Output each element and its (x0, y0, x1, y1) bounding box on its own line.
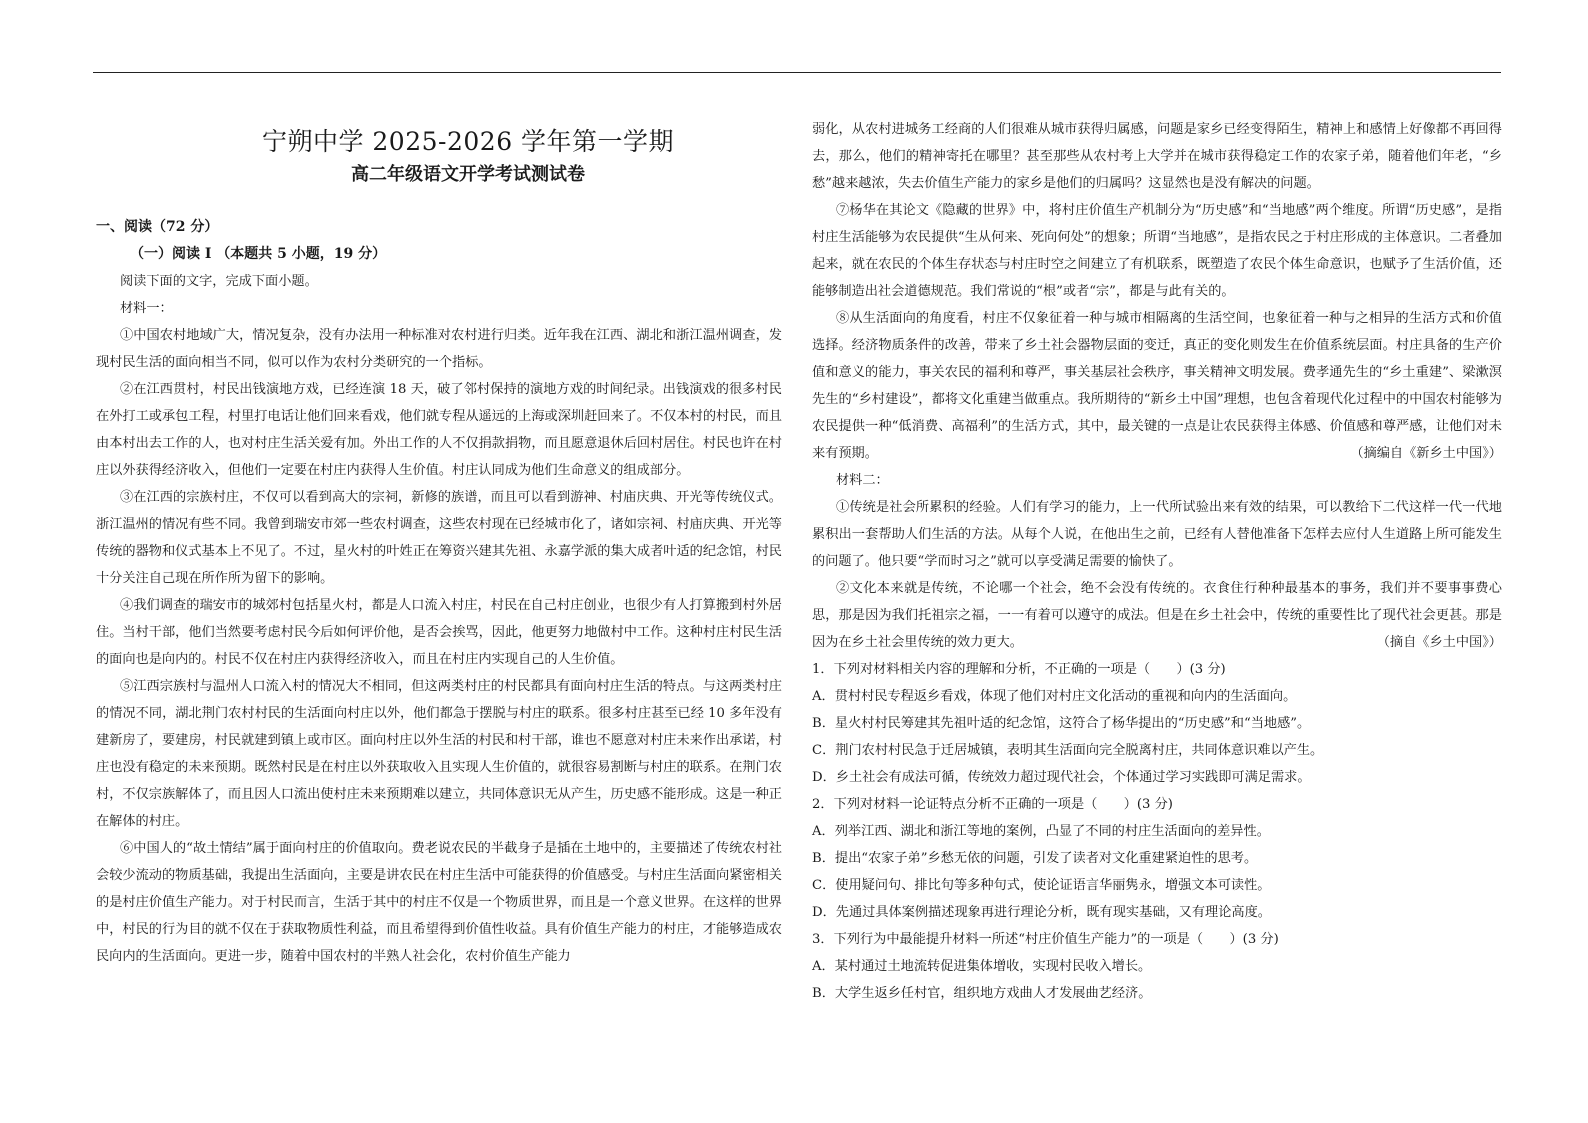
question-1 (812, 656, 1502, 791)
exam-title: 高二年级语文开学考试测试卷 (351, 164, 585, 185)
material2-label: 材料二： (836, 473, 889, 488)
paragraph-7: ⑦杨华在其论文《隐藏的世界》中，将村庄价值生产机制分为“历史感”和“当地感”两个维度。所谓“历史感”，是指村庄生活能够为农民提供“生从何来、死向何处”的想象；所谓“当地感”，是指农民之于村庄形成的主体意识。二者叠加起来，就在农民的个体生存状态与村庄时空之间建立了有机联系，既塑造了农民个体生命意识，也赋予了生活价值，还能够制造出社会道德规范。我们常说的“根”或者“宗”，都是与此有关的。 (812, 203, 1502, 299)
instruction: 阅读下面的文字，完成下面小题。 (120, 274, 318, 289)
question-stem: 3．下列行为中最能提升材料一所述“村庄价值生产能力”的一项是（ ）(3 分) (812, 932, 1279, 947)
option-b: B．提出“农家子弟”乡愁无依的问题，引发了读者对文化重建紧迫性的思考。 (812, 851, 1258, 866)
source-citation-2: （摘自《乡土中国》） (1376, 635, 1502, 650)
option-d: D．先通过具体案例描述现象再进行理论分析，既有现实基础，又有理论高度。 (812, 905, 1271, 920)
paragraph-8-text: ⑧从生活面向的角度看，村庄不仅象征着一种与城市相隔离的生活空间，也象征着一种与之相异的生活方式和价值选择。经济物质条件的改善，带来了乡土社会器物层面的变迁，真正的变化则发生在价值系统层面。村庄具备的生产价值和意义的能力，事关农民的福利和尊严，事关基层社会秩序，事关精神文明发展。费孝通先生的“乡土重建”、梁漱溟先生的“乡村建设”，都将文化重建当做重点。我所期待的“新乡土中国”理想，也包含着现代化过程中的中国农村能够为农民提供一种“低消费、高福利”的生活方式，其中，最关键的一点是让农民获得主体感、价值感和尊严感，让他们对未来有预期。 (812, 311, 1502, 461)
option-b: B．星火村村民筹建其先祖叶适的纪念馆，这符合了杨华提出的“历史感”和“当地感”。 (812, 716, 1311, 731)
paragraph-2: ②在江西贯村，村民出钱演地方戏，已经连演 18 天，破了邻村保持的演地方戏的时间纪录。出钱演戏的很多村民在外打工或承包工程，村里打电话让他们回来看戏，他们就专程从遥远的上海或深圳赶回来了。不仅本村的村民，而且由本村出去工作的人，也对村庄生活关爱有加。外出工作的人不仅捐款捐物，而且愿意退休后回村居住。村民也许在村庄以外获得经济收入，但他们一定要在村庄内获得人生价值。村庄认同成为他们生命意义的组成部分。 (96, 382, 782, 478)
paragraph-4: ④我们调查的瑞安市的城郊村包括星火村，都是人口流入村庄，村民在自己村庄创业，也很少有人打算搬到村外居住。当村干部，他们当然要考虑村民今后如何评价他，是否会挨骂，因此，他更努力地做村中工作。这种村庄村民生活的面向也是向内的。村民不仅在村庄内获得经济收入，而且在村庄内实现自己的人生价值。 (96, 598, 782, 667)
option-b: B．大学生返乡任村官，组织地方戏曲人才发展曲艺经济。 (812, 986, 1152, 1001)
material2-paragraph-1: ①传统是社会所累积的经验。人们有学习的能力，上一代所试验出来有效的结果，可以教给下二代这样一代一代地累积出一套帮助人们生活的方法。从每个人说，在他出生之前，已经有人替他准备下怎样去应付人生道路上所可能发生的问题了。他只要“学而时习之”就可以享受满足需要的愉快了。 (812, 500, 1502, 569)
material1-label: 材料一： (120, 301, 173, 316)
school-title: 宁朔中学 2025-2026 学年第一学期 (261, 127, 675, 156)
paragraph-6-continued: 弱化，从农村进城务工经商的人们很难从城市获得归属感，问题是家乡已经变得陌生，精神上和感情上好像都不再回得去，那么，他们的精神寄托在哪里？甚至那些从农村考上大学并在城市获得稳定工作的农家子弟，随着他们年老，“乡愁”越来越浓，失去价值生产能力的家乡是他们的归属吗？这显然也是没有解决的问题。 (812, 122, 1502, 191)
question-stem: 2．下列对材料一论证特点分析不正确的一项是（ ）(3 分) (812, 797, 1173, 812)
paragraph-3: ③在江西的宗族村庄，不仅可以看到高大的宗祠，新修的族谱，而且可以看到游神、村庙庆典、开光等传统仪式。浙江温州的情况有些不同。我曾到瑞安市郊一些农村调查，这些农村现在已经城市化了，诸如宗祠、村庙庆典、开光等传统的器物和仪式基本上不见了。不过，星火村的叶姓正在筹资兴建其先祖、永嘉学派的集大成者叶适的纪念馆，村民十分关注自己现在所作所为留下的影响。 (96, 490, 782, 586)
paragraph-5: ⑤江西宗族村与温州人口流入村的情况大不相同，但这两类村庄的村民都具有面向村庄生活的特点。与这两类村庄的情况不同，湖北荆门农村村民的生活面向村庄以外，他们都急于摆脱与村庄的联系。很多村庄甚至已经 10 多年没有建新房了，要建房，村民就建到镇上或市区。面向村庄以外生活的村民和村干部，谁也不愿意对村庄未来作出承诺，村庄也没有稳定的未来预期。既然村民是在村庄以外获取收入且实现人生价值的，就很容易割断与村庄的联系。在荆门农村，不仅宗族解体了，而且因人口流出使村庄未来预期难以建立，共同体意识无从产生，历史感不能形成。这是一种正在解体的村庄。 (96, 679, 782, 829)
subsection-heading: （一）阅读 I （本题共 5 小题，19 分） (130, 246, 387, 262)
top-rule (93, 72, 1501, 73)
section-heading: 一、阅读（72 分） (96, 219, 219, 235)
left-column (96, 116, 782, 970)
material2-paragraph-2-text: ②文化本来就是传统，不论哪一个社会，绝不会没有传统的。衣食住行种种最基本的事务，我们并不要事事费心思，那是因为我们托祖宗之福，一一有着可以遵守的成法。但是在乡土社会中，传统的重要性比了现代社会更甚。那是因为在乡土社会里传统的效力更大。 (812, 581, 1502, 650)
paragraph-1: ①中国农村地域广大，情况复杂，没有办法用一种标准对农村进行归类。近年我在江西、湖北和浙江温州调查，发现村民生活的面向相当不同，似可以作为农村分类研究的一个指标。 (96, 328, 782, 370)
option-d: D．乡土社会有成法可循，传统效力超过现代社会，个体通过学习实践即可满足需求。 (812, 770, 1311, 785)
option-c: C．荆门农村村民急于迁居城镇，表明其生活面向完全脱离村庄，共同体意识难以产生。 (812, 743, 1324, 758)
material2-paragraph-2 (812, 575, 1502, 656)
source-citation-1: （摘编自《新乡土中国》） (1350, 446, 1502, 461)
option-a: A．某村通过土地流转促进集体增收，实现村民收入增长。 (812, 959, 1152, 974)
right-column (812, 116, 1502, 1007)
paragraph-6: ⑥中国人的“故土情结”属于面向村庄的价值取向。费老说农民的半截身子是插在土地中的，主要描述了传统农村社会较少流动的物质基础，我提出生活面向，主要是讲农民在村庄生活中可能获得的价值感受。与村庄生活面向紧密相关的是村庄价值生产能力。对于村民而言，生活于其中的村庄不仅是一个物质世界，而且是一个意义世界。在这样的世界中，村民的行为目的就不仅在于获取物质性利益，而且希望得到价值性收益。具有价值生产能力的村庄，才能够造成农民向内的生活面向。更进一步，随着中国农村的半熟人社会化，农村价值生产能力 (96, 841, 782, 964)
paragraph-8 (812, 305, 1502, 467)
option-a: A．列举江西、湖北和浙江等地的案例，凸显了不同的村庄生活面向的差异性。 (812, 824, 1270, 839)
option-c: C．使用疑问句、排比句等多种句式，使论证语言华丽隽永，增强文本可读性。 (812, 878, 1271, 893)
question-stem: 1．下列对材料相关内容的理解和分析，不正确的一项是（ ）(3 分) (812, 662, 1226, 677)
option-a: A．贯村村民专程返乡看戏，体现了他们对村庄文化活动的重视和向内的生活面向。 (812, 689, 1297, 704)
question-3 (812, 926, 1502, 1007)
question-2 (812, 791, 1502, 926)
